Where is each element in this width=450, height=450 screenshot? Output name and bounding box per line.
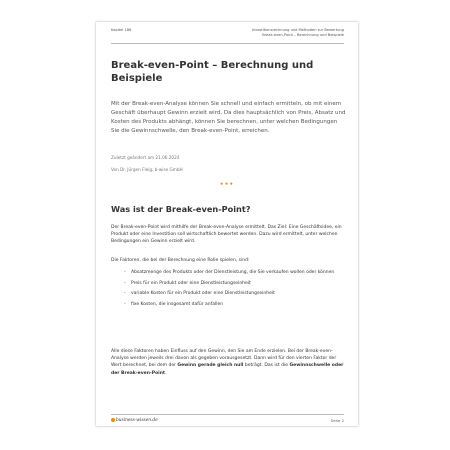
conclusion-text-3: . (165, 370, 167, 376)
list-item: - Absatzmenge des Produkts oder der Dienstleistung, die Sie verkaufen wollen oder können (124, 269, 344, 276)
chapter-label: Kapitel 186 (111, 28, 132, 32)
page-header (111, 27, 344, 44)
paragraph-conclusion (111, 348, 347, 377)
paragraph-factors-intro: Die Faktoren, die bei der Berechnung eine Rolle spielen, sind: (111, 258, 250, 263)
document-page (96, 22, 358, 426)
header-article: Break-even-Point – Berechnung und Beispiele (262, 33, 344, 37)
header-topic: Investitionsrechnung und Methoden zur Bewertung (251, 28, 344, 32)
footer-logo (111, 418, 158, 423)
factors-list (124, 269, 344, 311)
page-title: Break-even-Point – Berechnung und Beispiele (111, 60, 314, 84)
conclusion-bold-1: Gewinn gerade gleich null (177, 363, 244, 369)
conclusion-bold-2: Gewinnschwelle oder der Break-even-Point (111, 363, 344, 376)
list-item: - variable Kosten für ein Produkt oder eine Dienstleistungseinheit (124, 290, 344, 297)
header-right (252, 28, 344, 38)
paragraph-intro: Der Break-even-Point wird mithilfe der Break-even-Analyse ermittelt. Das Ziel: Eine Geschäftsidee, ein Produkt oder eine Investition soll wirtschaftlich bewertet werden. Dazu wird ermittelt, unter welchen Bedingungen ein Gewinn erzielt wird. (111, 225, 342, 245)
lead-paragraph: Mit der Break-even-Analyse können Sie schnell und einfach ermitteln, ob mit einem Geschäft überhaupt Gewinn erzielt wird. Da dies hauptsächlich von Preis, Absatz und Kosten des Produkts abhängt, können Sie berechnen, unter welchen Bedingungen Sie die Gewinnschwelle, den Break-even-Point, erreichen. (111, 101, 346, 135)
page-footer (111, 414, 344, 426)
page-number: Seite 2 (330, 418, 344, 423)
conclusion-text-2: beträgt. Das ist die (243, 363, 290, 369)
last-updated: Zuletzt geändert am 21.06.2024 (111, 155, 180, 160)
conclusion-text-1: Alle diese Faktoren haben Einfluss auf den Gewinn, den Sie am Ende erzielen. Bei der Break-even-Analyse werden jeweils drei davon als gegeben vorausgesetzt. Dann wird für den vierten Faktor der Wert berechnet, bei dem der (111, 349, 337, 369)
list-item: - Preis für ein Produkt oder eine Dienstleistungseinheit (124, 280, 344, 287)
author: Von Dr. Jürgen Fleig, b-wise GmbH (111, 167, 183, 172)
logo-text: business-wissen.de (116, 418, 158, 423)
list-item: - fixe Kosten, die insgesamt dafür anfallen (124, 301, 344, 308)
logo-dot-icon (111, 418, 115, 422)
section-heading: Was ist der Break-even-Point? (111, 204, 251, 214)
separator-dots: ••• (219, 181, 235, 188)
